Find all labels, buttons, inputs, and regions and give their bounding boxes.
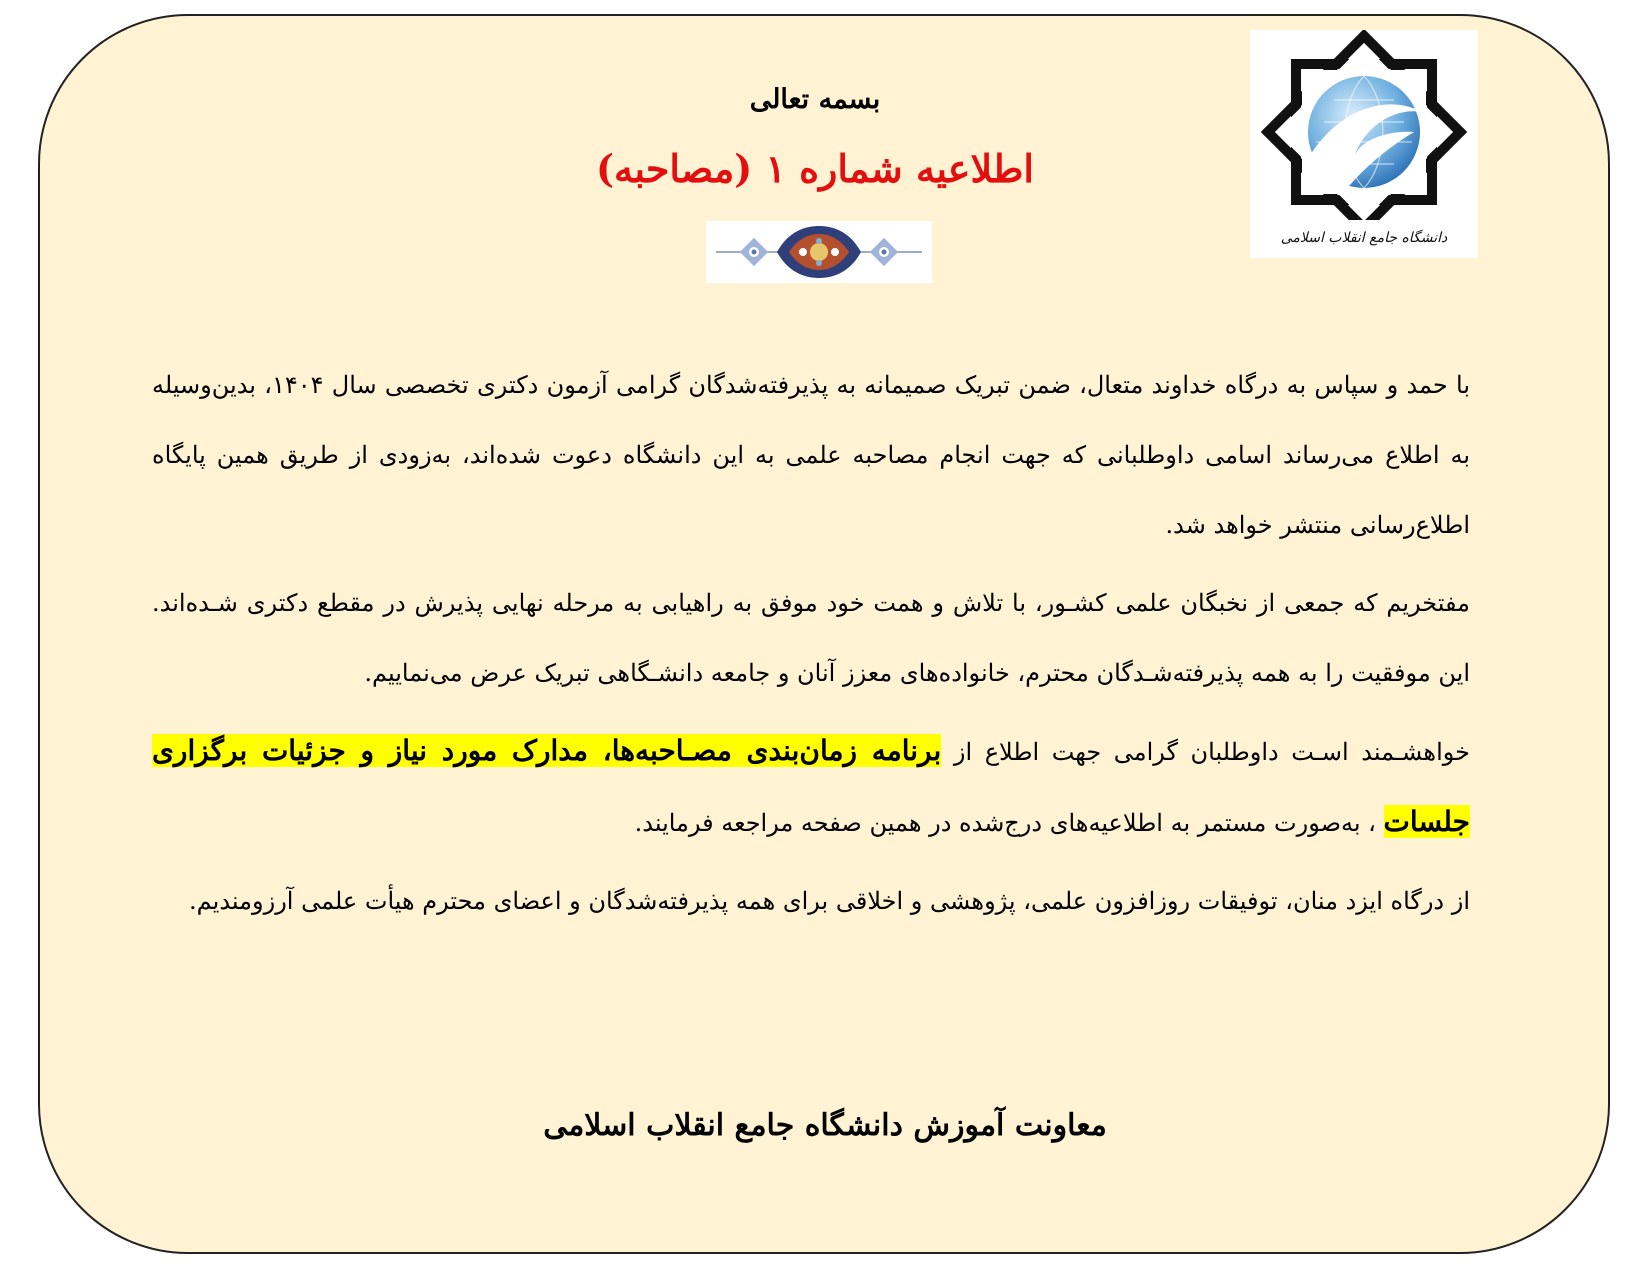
signature: معاونت آموزش دانشگاه جامع انقلاب اسلامی [543, 1108, 1107, 1143]
paragraph-pride: مفتخریم که جمعی از نخبگان علمی کشـور، با تلاش و همت خود موفق به راهیابی به مرحله نهایی پذیرش در مقطع دکتری شـده‌اند. این موفقیت را به همه پذیرفته‌شـدگان محترم، خانواده‌های معزز آنان و جامعه دانشـگاهی تبریک عرض می‌نماییم. [152, 589, 1470, 687]
invocation-heading: بسمه تعالی [749, 84, 881, 115]
ornament-divider [706, 221, 932, 283]
paragraph-request-start: خواهشـمند اسـت داوطلبان گرامی جهت اطلاع از [941, 738, 1470, 766]
announcement-body [152, 350, 1470, 944]
logo-emblem-icon [1250, 30, 1478, 220]
paragraph-congratulations: با حمد و سپاس به درگاه خداوند متعال، ضمن تبریک صمیمانه به پذیرفته‌شدگان گرامی آزمون دکتری تخصصی سال ۱۴۰۴، بدین‌وسیله به اطلاع می‌رساند اسامی داوطلبانی که جهت انجام مصاحبه علمی به این دانشگاه دعوت شده‌اند، به‌زودی از طریق همین پایگاه اطلاع‌رسانی منتشر خواهد شد. [152, 371, 1470, 539]
ornament-icon [706, 221, 932, 283]
paragraph-request [152, 716, 1470, 858]
announcement-title: اطلاعیه شماره ۱ (مصاحبه) [596, 146, 1034, 191]
paragraph-request-end: ، به‌صورت مستمر به اطلاعیه‌های درج‌شده در همین صفحه مراجعه فرمایند. [634, 809, 1384, 837]
logo-caption: دانشگاه جامع انقلاب اسلامی [1280, 230, 1448, 246]
paragraph-wishes: از درگاه ایزد منان، توفیقات روزافزون علمی، پژوهشی و اخلاقی برای همه پذیرفته‌شدگان و اعضای محترم هیأت علمی آرزومندیم. [189, 887, 1470, 915]
highlighted-instructions: برنامه زمان‌بندی مصـاحبه‌ها، مدارک مورد نیاز و جزئیات برگزاری جلسات [152, 734, 1470, 838]
university-logo [1250, 30, 1478, 258]
